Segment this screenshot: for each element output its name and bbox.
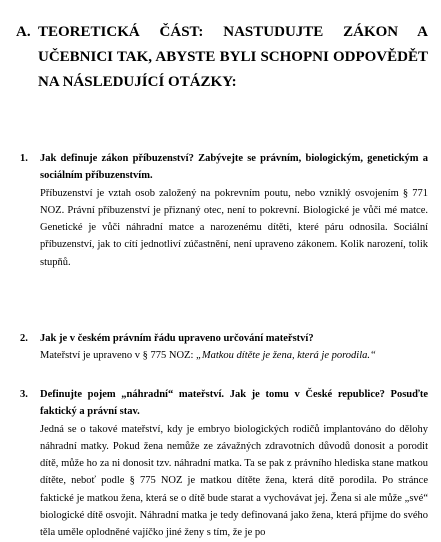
question-body: [40, 330, 428, 365]
question-item: [20, 330, 428, 365]
answer-text: [40, 347, 428, 364]
question-number: 1.: [20, 153, 28, 164]
question-item: [20, 386, 428, 542]
question-item: [20, 150, 428, 271]
question-text: Jak je v českém právním řádu upraveno určování mateřství?: [40, 333, 314, 344]
question-number: 3.: [20, 389, 28, 400]
section-title: TEORETICKÁ ČÁST: NASTUDUJTE ZÁKON A UČEBNICI TAK, ABYSTE BYLI SCHOPNI ODPOVĚDĚT NA NÁSLEDUJÍCÍ OTÁZKY:: [38, 24, 428, 90]
answer-text: Příbuzenství je vztah osob založený na pokrevním poutu, nebo vzniklý osvojením § 771 NOZ. Právní příbuzenství je přiznaný otec, není to pokrevní. Biologické je vůči mé matce. Genetické je vůči náhradní matce a narozenému dítěti, které páru odnosila. Sociální příbuzenství, jak to cítí jednotliví zúčastnění, není upraveno zákonem. Kolik narození, tolik stupňů.: [40, 187, 428, 268]
section-heading: [16, 20, 428, 95]
question-text: Jak definuje zákon příbuzenství? Zabývejte se právním, biologickým, genetickým a sociálním příbuzenstvím.: [40, 153, 428, 182]
question-body: [40, 150, 428, 271]
question-body: [40, 386, 428, 542]
question-number: 2.: [20, 333, 28, 344]
question-text: Definujte pojem „náhradní“ mateřství. Jak je tomu v České republice? Posuďte faktický a právní stav.: [40, 389, 428, 418]
answer-prefix: Mateřství je upraveno v § 775 NOZ:: [40, 350, 197, 362]
answer-text: Jedná se o takové mateřství, kdy je embryo biologických rodičů implantováno do dělohy náhradní matky. Pokud žena nemůže ze závažných zdravotních důvodů donosit a porodit dítě, může ho za ni donosit tzv. náhradní matka. Ta se pak z právního hlediska stane matkou dítěte, neboť podle § 775 NOZ je matkou dítěte žena, která dítě porodila. Po stránce faktické je matkou žena, která se o dítě bude starat a vychovávat jej. Žena si ale může „své“ biologické dítě osvojit. Náhradní matka je tedy definovaná jako žena, která přijme do svého těla uměle oplodněné vajíčko jiné ženy s tím, že je po: [40, 423, 428, 539]
section-letter: A.: [16, 24, 31, 40]
answer-quote: „Matkou dítěte je žena, která je porodila.“: [196, 350, 376, 362]
